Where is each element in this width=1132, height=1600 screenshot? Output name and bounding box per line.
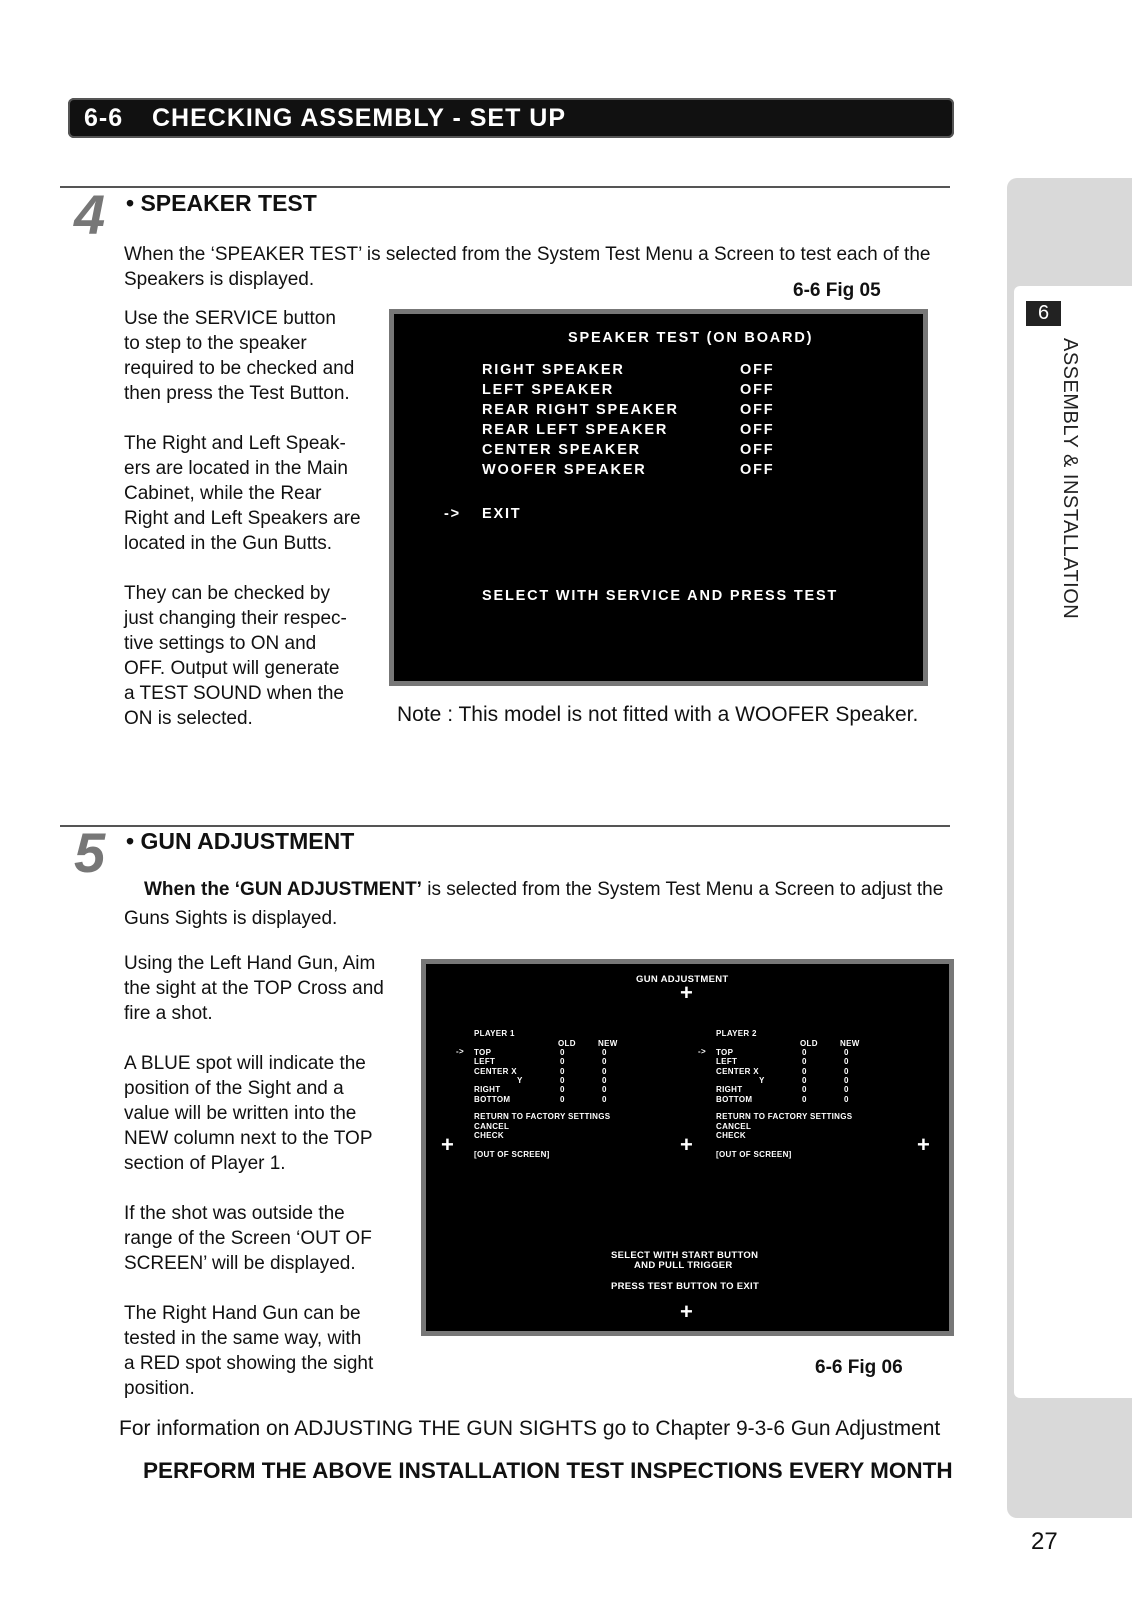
- gun-intro-line1: [144, 877, 943, 902]
- speaker-item-value: OFF: [740, 462, 775, 478]
- gun-intro-bold: When the ‘GUN ADJUSTMENT’: [144, 879, 422, 900]
- text-line: fire a shot.: [124, 1003, 213, 1024]
- speaker-item-label: CENTER SPEAKER: [482, 442, 641, 458]
- player-cursor: ->: [698, 1047, 706, 1056]
- adjust-row-label: LEFT: [716, 1057, 738, 1067]
- adjust-row-old: 0: [560, 1075, 565, 1085]
- speaker-intro-line1: When the ‘SPEAKER TEST’ is selected from the System Test Menu a Screen to test each of the: [124, 244, 931, 265]
- adjust-row-old: 0: [802, 1075, 807, 1085]
- adjust-row-old: 0: [560, 1066, 565, 1076]
- top-cross-icon: +: [680, 980, 693, 1005]
- gun-instructions: [124, 951, 394, 1401]
- text-line: [124, 1176, 394, 1201]
- adjust-row-label: Y: [759, 1075, 765, 1085]
- text-line: A BLUE spot will indicate the: [124, 1053, 366, 1074]
- gun-screen-title: GUN ADJUSTMENT: [636, 974, 729, 985]
- text-line: Cabinet, while the Rear: [124, 483, 322, 504]
- adjust-row-new: 0: [844, 1085, 849, 1095]
- adjust-row-label: BOTTOM: [474, 1094, 511, 1104]
- gun-footer1: SELECT WITH START BUTTON: [611, 1250, 759, 1261]
- text-line: tive settings to ON and: [124, 633, 317, 654]
- section-title: CHECKING ASSEMBLY - SET UP: [152, 104, 567, 132]
- cancel-option: CANCEL: [474, 1122, 510, 1131]
- text-line: position.: [124, 1378, 195, 1399]
- adjust-row-label: RIGHT: [716, 1085, 743, 1095]
- woofer-note: Note : This model is not fitted with a WOOFER Speaker.: [397, 703, 919, 726]
- adjust-row-old: 0: [802, 1085, 807, 1095]
- section-header-bar: [68, 98, 954, 138]
- bottom-cross-icon: +: [680, 1299, 693, 1324]
- factory-reset-option: RETURN TO FACTORY SETTINGS: [474, 1112, 611, 1121]
- text-line: OFF. Output will generate: [124, 658, 340, 679]
- text-line: value will be written into the: [124, 1103, 357, 1124]
- adjust-row-old: 0: [560, 1085, 565, 1095]
- screen-exit: EXIT: [482, 506, 522, 522]
- screen-title: SPEAKER TEST (ON BOARD): [568, 330, 814, 346]
- adjust-row-old: 0: [802, 1048, 807, 1057]
- adjust-row-new: 0: [602, 1048, 607, 1057]
- text-line: [124, 1276, 394, 1301]
- center-cross-icon: +: [680, 1132, 693, 1157]
- speaker-intro-line2: Speakers is displayed.: [124, 269, 315, 290]
- factory-reset-option: RETURN TO FACTORY SETTINGS: [716, 1112, 853, 1121]
- speaker-item-value: OFF: [740, 382, 775, 398]
- text-line: tested in the same way, with: [124, 1328, 362, 1349]
- text-line: a TEST SOUND when the: [124, 683, 345, 704]
- adjust-row-label: RIGHT: [474, 1085, 501, 1095]
- speaker-item-value: OFF: [740, 362, 775, 378]
- player-cursor: ->: [456, 1047, 464, 1056]
- adjust-row-new: 0: [602, 1094, 607, 1104]
- adjust-row-label: TOP: [716, 1048, 734, 1057]
- adjust-row-old: 0: [802, 1066, 807, 1076]
- speaker-test-screen: [389, 309, 928, 686]
- step-number: 5: [74, 821, 106, 884]
- section-number: 6-6: [84, 104, 124, 132]
- adjust-row-old: 0: [802, 1094, 807, 1104]
- check-option: CHECK: [474, 1131, 504, 1140]
- text-line: [124, 406, 364, 431]
- text-line: [124, 556, 364, 581]
- cancel-option: CANCEL: [716, 1122, 752, 1131]
- player1-panel: [456, 1029, 662, 1179]
- text-line: the sight at the TOP Cross and: [124, 978, 384, 999]
- adjust-row-new: 0: [844, 1048, 849, 1057]
- text-line: position of the Sight and a: [124, 1078, 344, 1099]
- old-column-header: OLD: [558, 1039, 576, 1048]
- gun-adjustment-screen: [421, 959, 954, 1336]
- footer-bold-note: PERFORM THE ABOVE INSTALLATION TEST INSPECTIONS EVERY MONTH: [143, 1458, 953, 1483]
- speaker-item-value: OFF: [740, 422, 775, 438]
- adjust-row-new: 0: [602, 1085, 607, 1095]
- text-line: The Right and Left Speak-: [124, 433, 346, 454]
- adjust-row-label: LEFT: [474, 1057, 496, 1067]
- adjust-row-old: 0: [560, 1057, 565, 1067]
- step-title: • GUN ADJUSTMENT: [126, 828, 355, 854]
- text-line: SCREEN’ will be displayed.: [124, 1253, 356, 1274]
- right-cross-icon: +: [917, 1132, 930, 1157]
- speaker-item-label: REAR LEFT SPEAKER: [482, 422, 669, 438]
- text-line: If the shot was outside the: [124, 1203, 345, 1224]
- speaker-item-label: RIGHT SPEAKER: [482, 362, 625, 378]
- adjust-row-new: 0: [844, 1094, 849, 1104]
- step-number: 4: [74, 183, 106, 246]
- adjust-row-new: 0: [602, 1066, 607, 1076]
- chapter-side-label: ASSEMBLY & INSTALLATION: [1059, 338, 1081, 620]
- adjust-row-new: 0: [602, 1075, 607, 1085]
- adjust-row-label: Y: [517, 1075, 523, 1085]
- new-column-header: NEW: [598, 1039, 618, 1048]
- screen-cursor: ->: [444, 506, 461, 522]
- speaker-instructions: [124, 306, 364, 731]
- text-line: range of the Screen ‘OUT OF: [124, 1228, 372, 1249]
- step-title: • SPEAKER TEST: [126, 190, 317, 216]
- text-line: ers are located in the Main: [124, 458, 348, 479]
- check-option: CHECK: [716, 1131, 746, 1140]
- left-cross-icon: +: [441, 1132, 454, 1157]
- text-line: located in the Gun Butts.: [124, 533, 333, 554]
- screen-footer: SELECT WITH SERVICE AND PRESS TEST: [482, 588, 839, 604]
- adjust-row-old: 0: [560, 1048, 565, 1057]
- text-line: Right and Left Speakers are: [124, 508, 361, 529]
- new-column-header: NEW: [840, 1039, 860, 1048]
- adjust-row-new: 0: [844, 1066, 849, 1076]
- adjust-row-label: BOTTOM: [716, 1094, 753, 1104]
- text-line: [124, 1026, 394, 1051]
- text-line: required to be checked and: [124, 358, 355, 379]
- speaker-item-value: OFF: [740, 442, 775, 458]
- adjust-row-new: 0: [844, 1075, 849, 1085]
- gun-intro-rest: is selected from the System Test Menu a Screen to adjust the: [421, 879, 944, 900]
- old-column-header: OLD: [800, 1039, 818, 1048]
- section-divider: [60, 825, 950, 827]
- info-line: For information on ADJUSTING THE GUN SIGHTS go to Chapter 9-3-6 Gun Adjustment: [119, 1417, 941, 1440]
- gun-footer2: AND PULL TRIGGER: [634, 1260, 733, 1271]
- adjust-row-new: 0: [844, 1057, 849, 1067]
- gun-intro-line2: Guns Sights is displayed.: [124, 908, 338, 929]
- text-line: Using the Left Hand Gun, Aim: [124, 953, 376, 974]
- text-line: section of Player 1.: [124, 1153, 286, 1174]
- section-divider: [60, 186, 950, 188]
- adjust-row-old: 0: [802, 1057, 807, 1067]
- text-line: a RED spot showing the sight: [124, 1353, 374, 1374]
- text-line: Use the SERVICE button: [124, 308, 336, 329]
- adjust-row-label: TOP: [474, 1048, 492, 1057]
- adjust-row-new: 0: [602, 1057, 607, 1067]
- text-line: NEW column next to the TOP: [124, 1128, 373, 1149]
- text-line: ON is selected.: [124, 708, 253, 729]
- chapter-number-box: 6: [1026, 301, 1061, 326]
- speaker-item-value: OFF: [740, 402, 775, 418]
- text-line: They can be checked by: [124, 583, 330, 604]
- player2-panel: [698, 1029, 904, 1179]
- page-number: 27: [1031, 1528, 1058, 1555]
- out-of-screen-status: [OUT OF SCREEN]: [716, 1150, 792, 1159]
- player-label: PLAYER 1: [474, 1029, 515, 1038]
- speaker-item-label: REAR RIGHT SPEAKER: [482, 402, 679, 418]
- gun-footer3: PRESS TEST BUTTON TO EXIT: [611, 1281, 760, 1292]
- figure-label: 6-6 Fig 05: [793, 280, 881, 301]
- figure-label: 6-6 Fig 06: [815, 1357, 903, 1378]
- out-of-screen-status: [OUT OF SCREEN]: [474, 1150, 550, 1159]
- speaker-item-label: WOOFER SPEAKER: [482, 462, 647, 478]
- text-line: The Right Hand Gun can be: [124, 1303, 361, 1324]
- text-line: then press the Test Button.: [124, 383, 350, 404]
- player-label: PLAYER 2: [716, 1029, 757, 1038]
- text-line: to step to the speaker: [124, 333, 307, 354]
- adjust-row-old: 0: [560, 1094, 565, 1104]
- adjust-row-label: CENTER X: [716, 1066, 759, 1076]
- speaker-item-label: LEFT SPEAKER: [482, 382, 614, 398]
- adjust-row-label: CENTER X: [474, 1066, 517, 1076]
- text-line: just changing their respec-: [124, 608, 347, 629]
